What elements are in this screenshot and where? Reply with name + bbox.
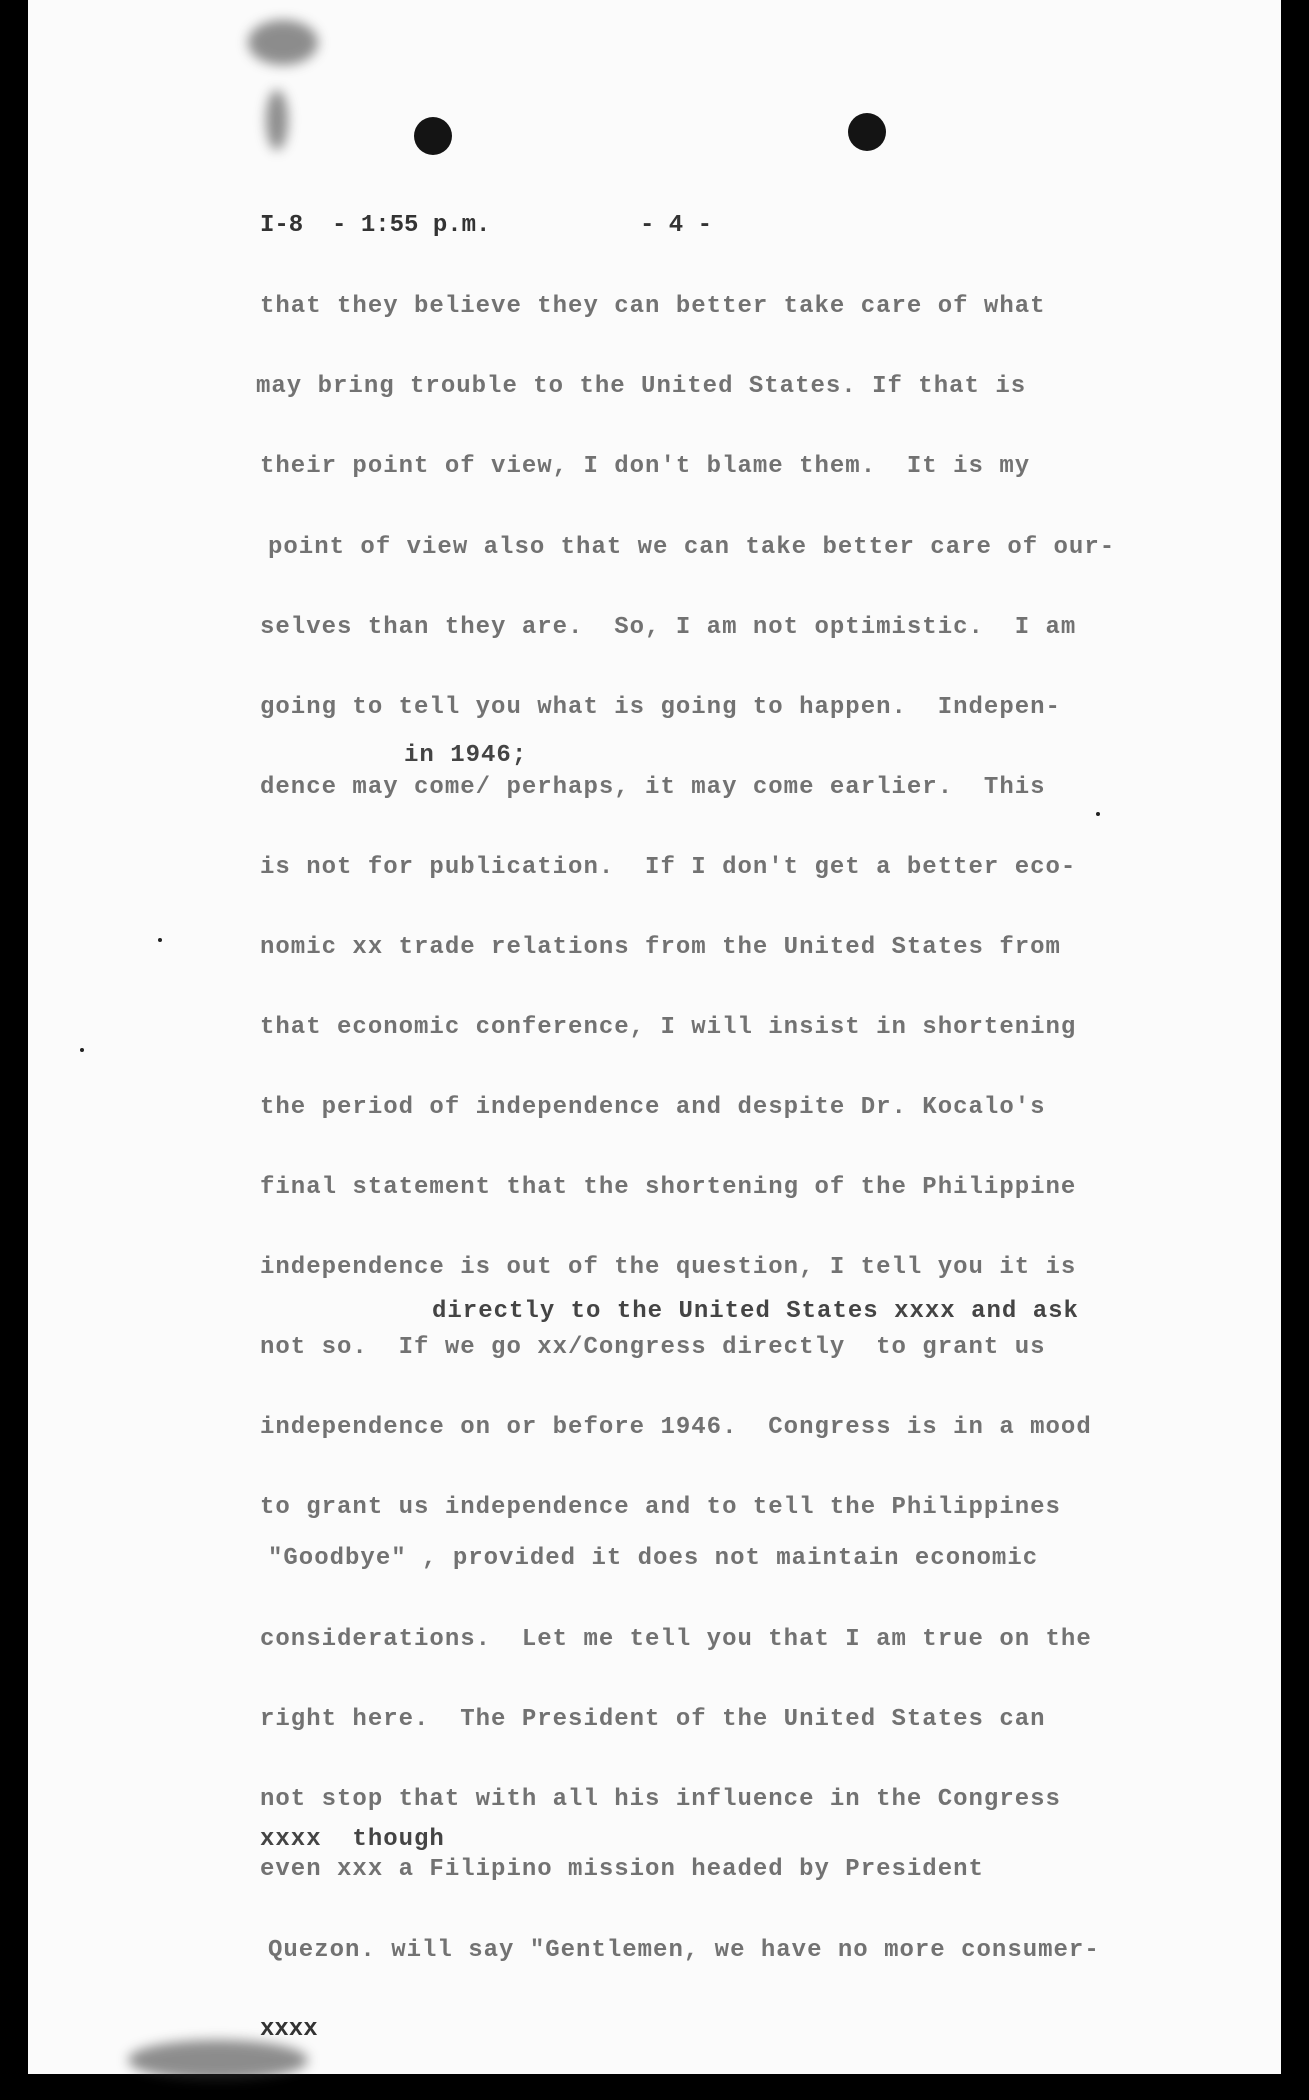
text-line: is not for publication. If I don't get a better eco- [260, 854, 1077, 881]
document-page [28, 0, 1281, 2074]
text-line: dence may come/ perhaps, it may come earlier. This [260, 774, 1046, 801]
typed-insertion: directly to the United States xxxx and ask [432, 1298, 1079, 1325]
text-line: their point of view, I don't blame them. It is my [260, 453, 1031, 480]
ink-smudge-top [248, 20, 318, 65]
speck-mark [158, 938, 162, 942]
text-line: the period of independence and despite Dr. Kocalo's [260, 1094, 1046, 1121]
text-line: not so. If we go xx/Congress directly to grant us [260, 1334, 1046, 1361]
text-line: not stop that with all his influence in the Congress [260, 1786, 1061, 1813]
text-line: even xxx a Filipino mission headed by President [260, 1856, 984, 1883]
handwritten-insertion: in 1946; [404, 742, 528, 769]
text-line: final statement that the shortening of the Philippine [260, 1174, 1077, 1201]
page-reference: I-8 - 1:55 p.m. [260, 212, 491, 239]
text-line: right here. The President of the United States can [260, 1706, 1046, 1733]
punch-hole-left [414, 117, 452, 155]
text-line: that economic conference, I will insist in shortening [260, 1014, 1077, 1041]
text-line: nomic xx trade relations from the United States from [260, 934, 1061, 961]
typed-insertion: xxxx though [260, 1826, 445, 1853]
speck-mark [1096, 812, 1100, 816]
text-line: "Goodbye" , provided it does not maintain economic [268, 1545, 1039, 1572]
text-line: independence on or before 1946. Congress is in a mood [260, 1414, 1092, 1441]
text-line: selves than they are. So, I am not optimistic. I am [260, 614, 1077, 641]
ink-smudge-left [266, 90, 288, 150]
punch-hole-right [848, 113, 886, 151]
text-line: considerations. Let me tell you that I am true on the [260, 1626, 1092, 1653]
text-line: that they believe they can better take care of what [260, 293, 1046, 320]
text-line: to grant us independence and to tell the Philippines [260, 1494, 1061, 1521]
text-line: Quezon. will say "Gentlemen, we have no more consumer- [268, 1937, 1100, 1964]
text-line: point of view also that we can take better care of our- [268, 534, 1116, 561]
page-number: - 4 - [640, 212, 713, 239]
text-line: going to tell you what is going to happen. Indepen- [260, 694, 1061, 721]
catchword: xxxx [260, 2016, 318, 2043]
text-line: may bring trouble to the United States. If that is [256, 373, 1027, 400]
speck-mark [80, 1048, 84, 1052]
ink-smudge-bottom [128, 2040, 308, 2080]
text-line: independence is out of the question, I tell you it is [260, 1254, 1077, 1281]
